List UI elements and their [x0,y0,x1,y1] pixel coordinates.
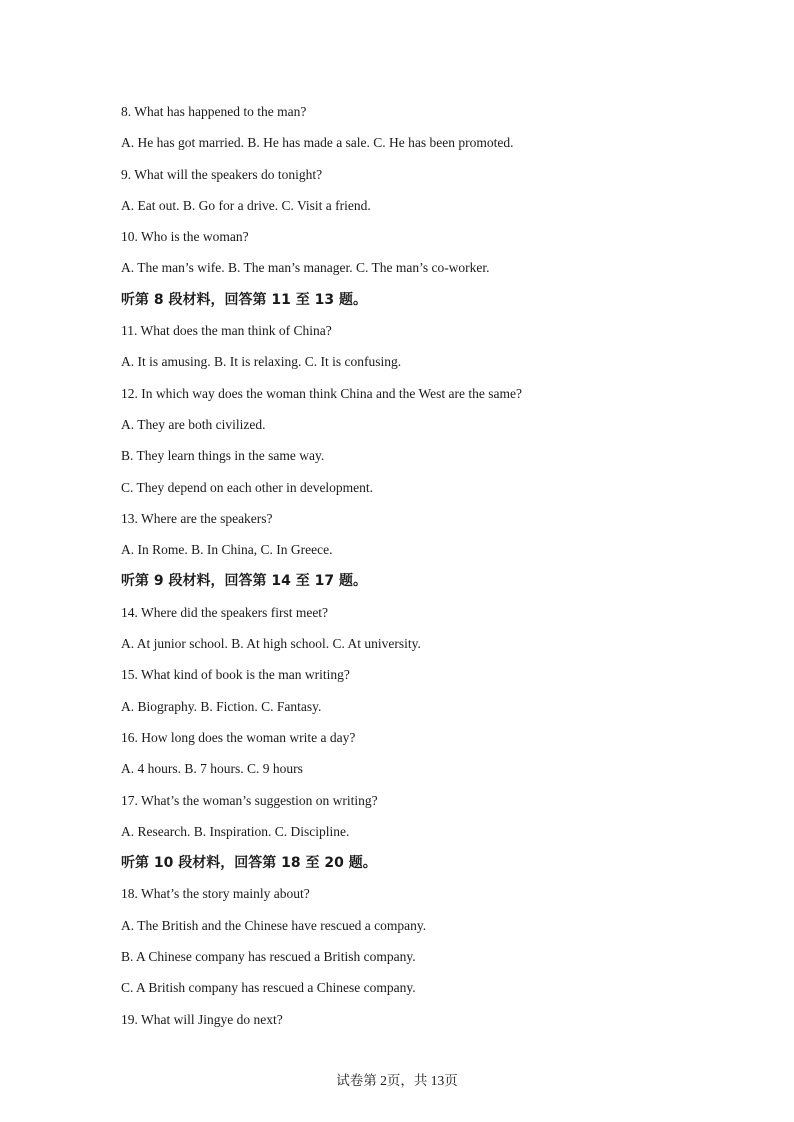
options-13: A. In Rome. B. In China, C. In Greece. [121,542,333,558]
option-18-a: A. The British and the Chinese have rescued a company. [121,917,427,933]
question-13: 13. Where are the speakers? [121,510,273,526]
options-10: A. The man’s wife. B. The man’s manager. C. The man’s co-worker. [121,260,490,276]
option-18-b: B. A Chinese company has rescued a British company. [121,949,416,965]
question-11: 11. What does the man think of China? [121,323,332,339]
page-footer: 试卷第 2页，共 13页 [336,1073,458,1088]
question-17: 17. What’s the woman’s suggestion on writing? [121,792,378,808]
question-9: 9. What will the speakers do tonight? [121,166,323,182]
question-14: 14. Where did the speakers first meet? [121,604,329,620]
options-11: A. It is amusing. B. It is relaxing. C. It is confusing. [121,354,402,370]
options-9: A. Eat out. B. Go for a drive. C. Visit a friend. [121,197,371,213]
question-12: 12. In which way does the woman think China and the West are the same? [121,385,522,401]
section-heading-8: 听第 8 段材料，回答第 11 至 13 题。 [121,291,367,308]
question-15: 15. What kind of book is the man writing? [121,667,350,683]
options-16: A. 4 hours. B. 7 hours. C. 9 hours [121,761,303,777]
question-8: 8. What has happened to the man? [121,104,307,119]
options-8: A. He has got married. B. He has made a sale. C. He has been promoted. [121,135,514,151]
question-18: 18. What’s the story mainly about? [121,886,310,902]
options-17: A. Research. B. Inspiration. C. Discipline. [121,823,350,839]
question-16: 16. How long does the woman write a day? [121,729,356,745]
options-14: A. At junior school. B. At high school. C. At university. [121,636,421,652]
page-content [121,103,741,1042]
option-18-c: C. A British company has rescued a Chinese company. [121,980,416,996]
option-12-a: A. They are both civilized. [121,416,266,432]
question-10: 10. Who is the woman? [121,229,249,245]
section-heading-10: 听第 10 段材料，回答第 18 至 20 题。 [121,855,377,872]
option-12-b: B. They learn things in the same way. [121,448,325,464]
question-19: 19. What will Jingye do next? [121,1011,283,1027]
section-heading-9: 听第 9 段材料，回答第 14 至 17 题。 [121,573,367,590]
options-15: A. Biography. B. Fiction. C. Fantasy. [121,698,322,714]
option-12-c: C. They depend on each other in development. [121,479,374,495]
